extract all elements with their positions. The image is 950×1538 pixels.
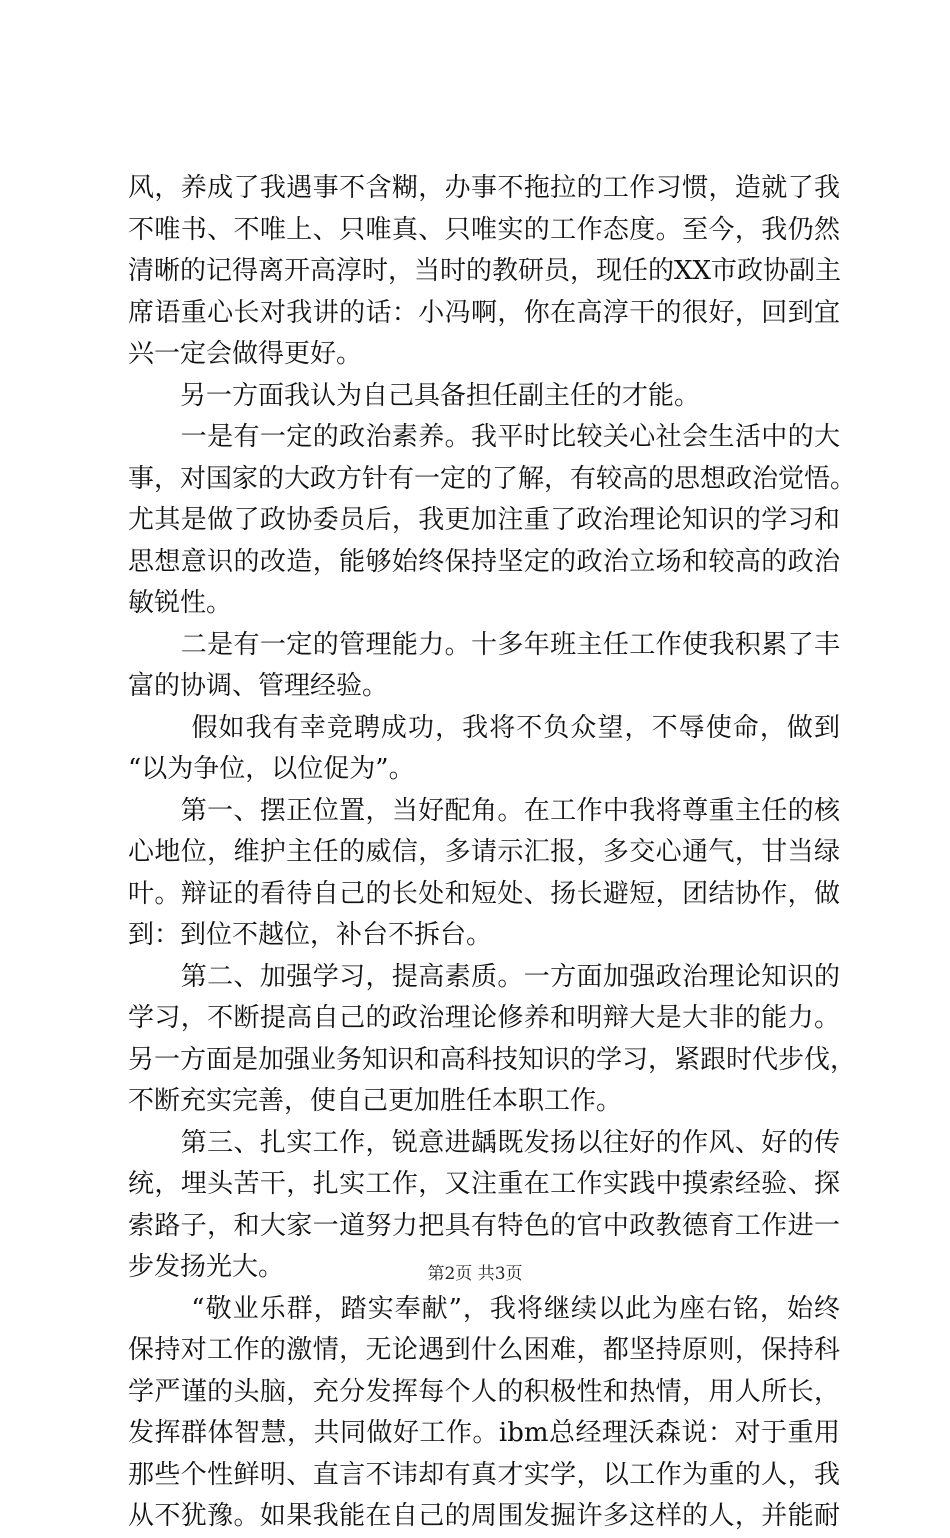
text-line: 一是有一定的政治素养。我平时比较关心社会生活中的大 xyxy=(128,422,840,452)
text-line: 另一方面我认为自己具备担任副主任的才能。 xyxy=(128,380,701,411)
text-line: 尤其是做了政协委员后，我更加注重了政治理论知识的学习和 xyxy=(128,505,840,535)
text-line: 从不犹豫。如果我能在自己的周围发掘许多这样的人，并能耐 xyxy=(128,1501,840,1531)
text-line: 风，养成了我遇事不含糊，办事不拖拉的工作习惯，造就了我 xyxy=(128,173,840,203)
text-line: 兴一定会做得更好。 xyxy=(128,339,363,369)
text-line: 另一方面是加强业务知识和高科技知识的学习，紧跟时代步伐， xyxy=(128,1044,857,1075)
text-line: 席语重心长对我讲的话：小冯啊，你在高淳干的很好，回到宜 xyxy=(128,297,840,328)
text-line: 第二、加强学习，提高素质。一方面加强政治理论知识的 xyxy=(128,961,840,992)
text-line: 发挥群体智慧，共同做好工作。ibm总经理沃森说：对于重用 xyxy=(128,1418,840,1448)
text-line: 二是有一定的管理能力。十多年班主任工作使我积累了丰 xyxy=(128,629,840,660)
text-line: 清晰的记得离开高淳时，当时的教研员，现任的XX市政协副主 xyxy=(128,256,842,286)
text-line: 假如我有幸竞聘成功，我将不负众望，不辱使命，做到 xyxy=(128,712,840,743)
text-line: “敬业乐群，踏实奉献”，我将继续以此为座右铭，始终 xyxy=(128,1293,840,1324)
text-line: 那些个性鲜明、直言不讳却有真才实学，以工作为重的人，我 xyxy=(128,1459,840,1490)
text-line: 心地位，维护主任的威信，多请示汇报，多交心通气，甘当绿 xyxy=(128,837,840,867)
text-line: 敏锐性。 xyxy=(128,588,233,618)
text-line: 学习，不断提高自己的政治理论修养和明辩大是大非的能力。 xyxy=(128,1003,840,1033)
text-line: 统，埋头苦干，扎实工作，又注重在工作实践中摸索经验、探 xyxy=(128,1169,840,1199)
page-footer: 第2页 共3页 xyxy=(427,1264,523,1284)
text-line: 保持对工作的激情，无论遇到什么困难，都坚持原则，保持科 xyxy=(128,1335,840,1365)
text-line: 富的协调、管理经验。 xyxy=(128,671,389,701)
text-line: 思想意识的改造，能够始终保持坚定的政治立场和较高的政治 xyxy=(128,546,840,577)
text-line: 叶。辩证的看待自己的长处和短处、扬长避短，团结协作，做 xyxy=(128,878,840,909)
text-line: 不唯书、不唯上、只唯真、只唯实的工作态度。至今，我仍然 xyxy=(128,214,840,245)
text-line: 不断充实完善，使自己更加胜任本职工作。 xyxy=(128,1086,623,1116)
text-line: 事，对国家的大政方针有一定的了解，有较高的思想政治觉悟。 xyxy=(128,463,857,494)
text-line: 到：到位不越位，补台不拆台。 xyxy=(128,920,493,950)
document-body xyxy=(128,168,857,1538)
text-line: 第一、摆正位置，当好配角。在工作中我将尊重主任的核 xyxy=(128,795,840,826)
text-line: 学严谨的头脑，充分发挥每个人的积极性和热情，用人所长， xyxy=(128,1376,840,1407)
text-line: 第三、扎实工作，锐意进龋既发扬以往好的作风、好的传 xyxy=(128,1127,840,1158)
text-line: “以为争位，以位促为”。 xyxy=(128,754,415,784)
text-line: 步发扬光大。 xyxy=(128,1252,285,1282)
text-line: 索路子，和大家一道努力把具有特色的官中政教德育工作进一 xyxy=(128,1210,840,1241)
